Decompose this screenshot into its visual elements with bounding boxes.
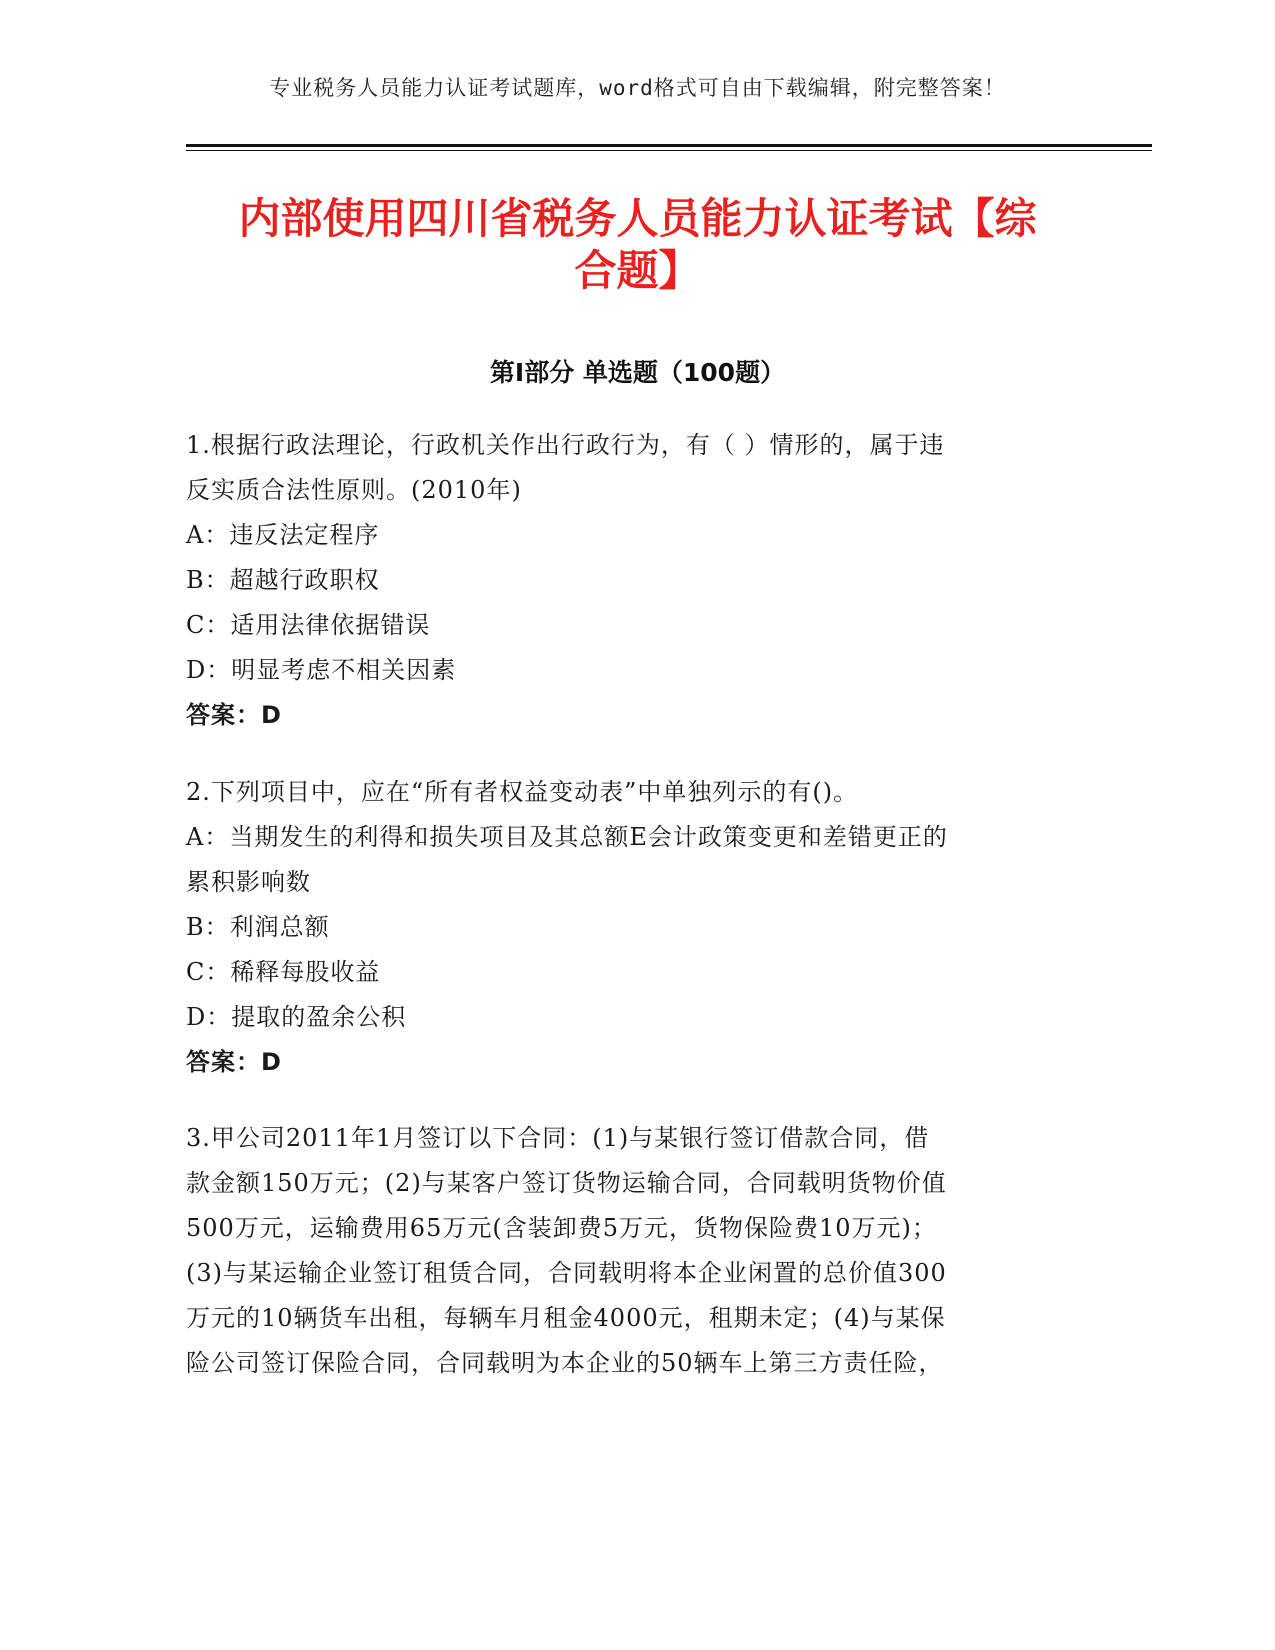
document-title-line-1: 内部使用四川省税务人员能力认证考试【综 [238, 194, 1037, 243]
answer: 答案：D [186, 701, 282, 729]
option-a-continued: 累积影响数 [186, 868, 311, 896]
document-title [186, 193, 1089, 297]
option-c: C：稀释每股收益 [186, 958, 381, 986]
question-stem-line: 3.甲公司2011年1月签订以下合同：(1)与某银行签订借款合同，借 [186, 1124, 930, 1152]
section-title: 第I部分 单选题（100题） [489, 358, 786, 387]
option-a: A：违反法定程序 [186, 521, 380, 549]
answer: 答案：D [186, 1048, 282, 1076]
question-stem-line: 险公司签订保险合同，合同载明为本企业的50辆车上第三方责任险， [186, 1349, 944, 1377]
question-stem-line: 500万元，运输费用65万元(含装卸费5万元，货物保险费10万元)； [186, 1214, 937, 1242]
question-1 [186, 423, 1066, 738]
header-divider-thick [186, 144, 1152, 147]
question-stem-line: (3)与某运输企业签订租赁合同，合同载明将本企业闲置的总价值300 [186, 1259, 947, 1287]
option-d: D：提取的盈余公积 [186, 1003, 407, 1031]
question-2 [186, 770, 1066, 1085]
question-stem-line: 款金额150万元；(2)与某客户签订货物运输合同，合同载明货物价值 [186, 1169, 947, 1197]
option-a: A：当期发生的利得和损失项目及其总额E会计政策变更和差错更正的 [186, 823, 948, 851]
header-note: 专业税务人员能力认证考试题库，word格式可自由下载编辑，附完整答案！ [269, 76, 1006, 100]
option-c: C：适用法律依据错误 [186, 611, 431, 639]
question-stem-line: 万元的10辆货车出租，每辆车月租金4000元，租期未定；(4)与某保 [186, 1304, 946, 1332]
option-d: D：明显考虑不相关因素 [186, 656, 457, 684]
header-divider-thin [186, 150, 1152, 151]
question-3 [186, 1116, 1066, 1386]
question-stem-line: 反实质合法性原则。(2010年) [186, 476, 522, 504]
document-title-line-2: 合题】 [574, 246, 701, 295]
question-stem-line: 1.根据行政法理论，行政机关作出行政行为，有（ ）情形的，属于违 [186, 431, 945, 459]
option-b: B：超越行政职权 [186, 566, 380, 594]
question-stem-line: 2.下列项目中，应在“所有者权益变动表”中单独列示的有()。 [186, 778, 859, 806]
option-b: B：利润总额 [186, 913, 330, 941]
